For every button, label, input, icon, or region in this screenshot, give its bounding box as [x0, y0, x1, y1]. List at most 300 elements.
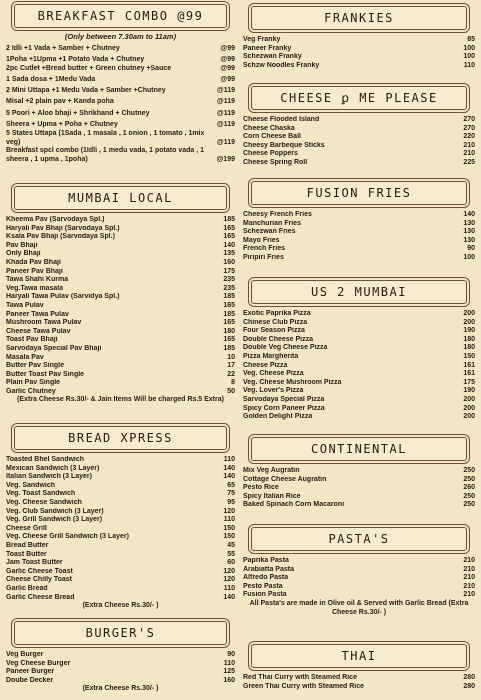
- mumbai-local-section: [6, 186, 235, 405]
- pasta-section: [243, 527, 475, 617]
- menu-list: [243, 116, 475, 168]
- menu-item-price: 17: [227, 362, 235, 370]
- menu-item: [6, 250, 235, 259]
- pasta-header: [251, 527, 467, 551]
- section-title: US 2 MUMBAI: [311, 285, 407, 299]
- menu-item: [243, 501, 475, 510]
- menu-item-name: Garlic Cheese Toast: [6, 567, 73, 575]
- menu-item-name: Jam Toast Butter: [6, 559, 63, 567]
- menu-item-name: Sarvodaya Special Pav Bhaji: [6, 344, 102, 352]
- menu-item: [243, 683, 475, 692]
- menu-item-name: Toast Butter: [6, 550, 47, 558]
- section-title: CHEESE ꝑ ME PLEASE: [280, 91, 438, 105]
- menu-item-price: @99: [220, 65, 235, 73]
- menu-item: [6, 268, 235, 277]
- menu-item-price: 75: [227, 490, 235, 498]
- menu-item: [6, 216, 235, 225]
- menu-item-name: Toasted Bhel Sandwich: [6, 456, 85, 463]
- section-title: FRANKIES: [324, 11, 394, 25]
- menu-item-price: 180: [463, 344, 475, 352]
- menu-item-name: Cheese Pizza: [243, 361, 288, 369]
- frankies-header: [251, 6, 467, 30]
- menu-item-price: 220: [463, 133, 475, 141]
- menu-item: [6, 43, 235, 54]
- menu-item-name: Arabiatta Pasta: [243, 565, 294, 573]
- menu-item: [6, 568, 235, 577]
- menu-item-price: 260: [463, 484, 475, 492]
- burgers-section: [6, 621, 235, 694]
- menu-item-price: 185: [223, 310, 235, 318]
- menu-item-price: 235: [223, 284, 235, 292]
- menu-item-name: Sarvodaya Special Pizza: [243, 395, 325, 403]
- menu-item-name: Kheema Pav (Sarvodaya Spl.): [6, 216, 105, 223]
- menu-item-name: 1 Sada dosa + 1Medu Vada: [6, 76, 96, 83]
- menu-item-name: 2pc Cutlet +Bread butter + Green chutney +Sauce: [6, 65, 172, 73]
- menu-item-price: 65: [227, 481, 235, 489]
- menu-item-price: 165: [223, 336, 235, 344]
- menu-item: [243, 362, 475, 371]
- menu-item-price: 210: [463, 557, 475, 564]
- menu-item-name: 1Poha +1Upma +1 Potato Vada + Chutney: [6, 56, 145, 64]
- menu-item-name: Mix Veg Augratin: [243, 467, 300, 474]
- menu-item-name: Manchurian Fries: [243, 219, 301, 227]
- section-title: MUMBAI LOCAL: [68, 191, 173, 205]
- menu-item: [6, 74, 235, 85]
- menu-item-name: Breakfast spcl combo (1Idli , 1 medu vada, 1 potato vada , 1 sheera , 1 upma , 1poha): [6, 147, 205, 163]
- menu-item-name: Cheese Spring Roll: [243, 158, 308, 166]
- menu-item-price: 250: [463, 501, 475, 509]
- continental-section: [243, 437, 475, 510]
- menu-item: [243, 344, 475, 353]
- mumbai-local-header: [14, 186, 227, 210]
- menu-item-price: 160: [223, 676, 235, 684]
- menu-item-name: Paneer Franky: [243, 44, 292, 52]
- menu-item-price: 60: [227, 559, 235, 567]
- menu-item-name: Garlic Cheese Bread: [6, 593, 75, 601]
- menu-item-price: 45: [227, 541, 235, 549]
- menu-item-price: 250: [463, 492, 475, 500]
- menu-item: [6, 559, 235, 568]
- menu-item-name: Cheesy Barbeque Sticks: [243, 141, 325, 149]
- menu-item-name: Veg. Toast Sandwich: [6, 490, 76, 498]
- menu-item-price: 160: [223, 258, 235, 266]
- menu-item-price: 225: [463, 158, 475, 166]
- menu-item: [6, 677, 235, 686]
- menu-item-name: Corn Cheese Ball: [243, 133, 301, 141]
- menu-item-price: 130: [463, 228, 475, 236]
- section-title: THAI: [341, 649, 377, 663]
- menu-item-name: Veg Cheese Burger: [6, 659, 71, 667]
- menu-item-price: @99: [220, 45, 235, 52]
- menu-item: [243, 566, 475, 575]
- menu-item-price: 55: [227, 550, 235, 558]
- menu-item: [243, 396, 475, 405]
- menu-item: [243, 237, 475, 246]
- menu-item-price: @119: [216, 138, 235, 146]
- menu-item-name: Pav Bhaji: [6, 241, 38, 249]
- menu-item: [243, 405, 475, 414]
- menu-item-name: Cottage Cheese Augratin: [243, 475, 327, 483]
- menu-list: [6, 43, 235, 164]
- breakfast-header: [14, 4, 227, 28]
- menu-item: [243, 319, 475, 328]
- menu-item-price: 150: [463, 352, 475, 360]
- menu-item-price: 165: [223, 233, 235, 241]
- menu-item-name: Cheese Tawa Pulav: [6, 327, 71, 335]
- menu-item-price: 110: [223, 584, 235, 592]
- menu-item-name: Garlic Chutney: [6, 387, 56, 395]
- menu-list: [243, 674, 475, 691]
- menu-item-price: 165: [223, 319, 235, 327]
- menu-item-price: 190: [463, 327, 475, 335]
- menu-item: [243, 379, 475, 388]
- menu-item: [243, 220, 475, 229]
- menu-item-price: 200: [463, 413, 475, 421]
- menu-item: [243, 228, 475, 237]
- menu-item: [243, 245, 475, 254]
- menu-item-name: 2 Idli +1 Vada + Samber + Chutney: [6, 45, 120, 52]
- menu-item-price: 165: [223, 224, 235, 232]
- menu-item-name: Italian Sandwich (3 Layer): [6, 473, 92, 481]
- menu-item-name: Veg. Cheese Mushroom Pizza: [243, 378, 342, 386]
- menu-item-price: 85: [467, 36, 475, 43]
- menu-item-price: 120: [223, 567, 235, 575]
- menu-item-price: 210: [463, 591, 475, 599]
- menu-item: [6, 328, 235, 337]
- menu-item-name: Veg. Lover's Pizza: [243, 387, 304, 395]
- menu-item: [6, 379, 235, 388]
- menu-item-name: Mayo Fries: [243, 236, 280, 244]
- menu-item-price: 180: [463, 335, 475, 343]
- menu-item-price: 180: [223, 327, 235, 335]
- menu-item-name: 2 Mini Uttapa +1 Medu Vada + Samber +Chutney: [6, 87, 166, 95]
- menu-item-price: @119: [216, 87, 235, 95]
- menu-item-price: 100: [463, 253, 475, 261]
- menu-item-name: Cheese Poppers: [243, 150, 298, 158]
- menu-item-price: 210: [463, 150, 475, 158]
- menu-item-price: 175: [463, 378, 475, 386]
- menu-item: [6, 336, 235, 345]
- menu-item-name: Cheese Flooded Island: [243, 116, 320, 123]
- menu-item: [6, 354, 235, 363]
- menu-item-price: 135: [223, 250, 235, 258]
- menu-item-name: Schezwan Franky: [243, 53, 302, 61]
- menu-item-price: 165: [223, 301, 235, 309]
- menu-item: [243, 142, 475, 151]
- menu-item-name: Veg. Cheese Grill Sandwich (3 Layer): [6, 533, 129, 541]
- menu-item-name: Golden Delight Pizza: [243, 413, 313, 421]
- us2-mumbai-header: [251, 280, 467, 304]
- menu-list: [6, 216, 235, 396]
- menu-item: [243, 583, 475, 592]
- menu-item-name: Pizza Margherita: [243, 352, 299, 360]
- menu-item-name: 5 States Uttapa (1Sada , 1 masala , 1 onion , 1 tomato , 1mix veg): [6, 130, 205, 146]
- menu-item: [243, 476, 475, 485]
- menu-item-price: 110: [223, 659, 235, 667]
- menu-item-price: 235: [223, 276, 235, 284]
- menu-item-price: 8: [231, 379, 235, 387]
- menu-item: [6, 54, 235, 65]
- burgers-footer-note: (Extra Cheese Rs.30/- ): [82, 685, 159, 693]
- menu-item: [6, 85, 235, 96]
- menu-item-price: 120: [223, 507, 235, 515]
- menu-item-name: Paneer Burger: [6, 668, 55, 676]
- menu-item: [243, 336, 475, 345]
- menu-item: [6, 508, 235, 517]
- menu-item-name: Veg. Club Sandwich (3 Layer): [6, 507, 104, 515]
- menu-item-name: Haryali Tawa Pulav (Sarvidya Spl.): [6, 293, 120, 301]
- fusion-fries-section: [243, 181, 475, 263]
- menu-list: [243, 211, 475, 263]
- menu-item-price: 280: [463, 682, 475, 690]
- breakfast-timing-note: (Only between 7.30am to 11am): [64, 32, 177, 41]
- menu-item-name: Veg Franky: [243, 36, 281, 43]
- menu-item: [6, 465, 235, 474]
- menu-item-price: 200: [463, 395, 475, 403]
- menu-list: [243, 36, 475, 70]
- menu-item-price: 50: [227, 387, 235, 395]
- menu-item: [6, 490, 235, 499]
- menu-item: [6, 108, 235, 119]
- menu-item: [6, 285, 235, 294]
- menu-item-price: 250: [463, 475, 475, 483]
- menu-item-price: 150: [223, 524, 235, 532]
- menu-item: [6, 542, 235, 551]
- bread-footer-note: (Extra Cheese Rs.30/- ): [82, 602, 159, 610]
- menu-item-name: Garlic Bread: [6, 584, 48, 592]
- menu-item-name: Veg.Tawa masala: [6, 284, 64, 292]
- menu-item-name: Green Thai Curry with Steamed Rice: [243, 682, 364, 690]
- menu-item-price: 95: [227, 498, 235, 506]
- menu-item-name: Red Thai Curry with Steamed Rice: [243, 674, 357, 681]
- menu-item-name: Veg. Grill Sandwich (3 Layer): [6, 516, 103, 524]
- menu-item-price: @119: [216, 109, 235, 117]
- menu-item-name: Paneer Pav Bhaji: [6, 267, 63, 275]
- menu-list: [243, 467, 475, 510]
- menu-item-name: Doube Decker: [6, 676, 54, 684]
- menu-item: [6, 660, 235, 669]
- menu-item-price: 185: [223, 344, 235, 352]
- menu-item-price: 110: [223, 456, 235, 463]
- menu-item-price: 270: [463, 116, 475, 123]
- breakfast-section: [6, 4, 235, 164]
- menu-item-price: 22: [227, 370, 235, 378]
- thai-header: [251, 644, 467, 668]
- menu-item: [6, 371, 235, 380]
- menu-item: [6, 233, 235, 242]
- burgers-header: [14, 621, 227, 645]
- menu-item-name: Exotic Paprika Pizza: [243, 310, 311, 317]
- menu-item-name: 5 Poori + Aloo bhaji + Shrikhand + Chutney: [6, 109, 150, 117]
- menu-item: [243, 62, 475, 71]
- menu-item: [6, 225, 235, 234]
- menu-item-price: 150: [223, 533, 235, 541]
- menu-item: [243, 125, 475, 134]
- menu-item-name: Veg Burger: [6, 651, 44, 658]
- menu-item: [6, 302, 235, 311]
- menu-item-price: 210: [463, 565, 475, 573]
- menu-item: [243, 159, 475, 168]
- menu-item-name: Cheese Chaska: [243, 124, 295, 132]
- menu-item-name: Only Bhaji: [6, 250, 41, 258]
- us2-mumbai-section: [243, 280, 475, 422]
- section-title: BREAKFAST COMBO @99: [37, 9, 204, 23]
- section-title: PASTA'S: [328, 532, 390, 546]
- menu-item: [6, 119, 235, 130]
- menu-item: [243, 674, 475, 683]
- menu-item-name: Butter Toast Pav Single: [6, 370, 85, 378]
- pasta-footer-note: All Pasta's are made in Olive oil & Served with Garlic Bread (Extra Cheese Rs.30/- ): [249, 599, 469, 616]
- menu-item: [6, 293, 235, 302]
- menu-item-name: Butter Pav Single: [6, 362, 64, 370]
- menu-item-price: 140: [223, 593, 235, 601]
- menu-item-price: 140: [463, 211, 475, 218]
- menu-item: [243, 413, 475, 422]
- menu-item-name: Pesto Pasta: [243, 582, 283, 590]
- menu-item-name: Piripiri Fries: [243, 253, 284, 261]
- menu-item: [6, 96, 235, 107]
- menu-list: [243, 310, 475, 422]
- menu-item-price: 161: [463, 370, 475, 378]
- menu-item-name: Double Veg Cheese Pizza: [243, 344, 328, 352]
- menu-item: [6, 668, 235, 677]
- menu-item: [243, 370, 475, 379]
- bread-xpress-header: [14, 426, 227, 450]
- menu-item-price: 140: [223, 464, 235, 472]
- menu-item: [6, 516, 235, 525]
- menu-item: [6, 594, 235, 603]
- menu-item: [243, 484, 475, 493]
- menu-item-price: 190: [463, 387, 475, 395]
- menu-item: [6, 473, 235, 482]
- menu-item: [6, 319, 235, 328]
- menu-item: [6, 311, 235, 320]
- menu-item-name: Double Cheese Pizza: [243, 335, 314, 343]
- menu-item: [243, 327, 475, 336]
- thai-section: [243, 644, 475, 691]
- menu-item-price: 100: [463, 53, 475, 61]
- menu-list: [6, 456, 235, 602]
- menu-item: [6, 651, 235, 660]
- menu-item: [6, 482, 235, 491]
- menu-item: [243, 591, 475, 600]
- menu-item-price: 185: [223, 216, 235, 223]
- menu-item-price: 280: [463, 674, 475, 681]
- menu-item-price: 250: [463, 467, 475, 474]
- menu-item-name: Masala Pav: [6, 353, 44, 361]
- menu-item: [243, 36, 475, 45]
- menu-item-name: Tawa Shahi Kurma: [6, 276, 69, 284]
- menu-item-price: 140: [223, 473, 235, 481]
- menu-item-price: 210: [463, 582, 475, 590]
- frankies-section: [243, 6, 475, 70]
- menu-item-price: 175: [223, 267, 235, 275]
- menu-item-price: 200: [463, 318, 475, 326]
- menu-item: [6, 259, 235, 268]
- menu-item: [243, 353, 475, 362]
- menu-item-price: @99: [220, 56, 235, 64]
- menu-item-price: 130: [463, 219, 475, 227]
- menu-item: [6, 242, 235, 251]
- menu-item-price: 10: [227, 353, 235, 361]
- section-title: BREAD XPRESS: [68, 431, 173, 445]
- section-title: FUSION FRIES: [306, 186, 412, 200]
- menu-item: [243, 45, 475, 54]
- continental-header: [251, 437, 467, 461]
- menu-item: [243, 467, 475, 476]
- menu-item: [243, 133, 475, 142]
- menu-item: [6, 525, 235, 534]
- menu-item: [6, 551, 235, 560]
- menu-item: [6, 65, 235, 74]
- menu-item: [6, 362, 235, 371]
- menu-item: [243, 150, 475, 159]
- menu-item-price: 200: [463, 310, 475, 317]
- menu-item-name: Baked Spinach Corn Macaroni: [243, 501, 345, 509]
- menu-item-price: 200: [463, 404, 475, 412]
- menu-item-price: 120: [223, 576, 235, 584]
- menu-item: [6, 345, 235, 354]
- menu-item: [243, 493, 475, 502]
- menu-item: [243, 53, 475, 62]
- menu-item-price: 130: [463, 236, 475, 244]
- menu-item: [243, 574, 475, 583]
- menu-item: [6, 147, 235, 164]
- menu-item: [243, 211, 475, 220]
- menu-item-name: Mushroom Tawa Pulav: [6, 319, 82, 327]
- menu-item: [6, 585, 235, 594]
- menu-item-price: 110: [463, 61, 475, 69]
- menu-item-name: Spicy Italian Rice: [243, 492, 301, 500]
- menu-item-name: Paneer Tawa Pulav: [6, 310, 69, 318]
- menu-item-name: French Fries: [243, 245, 286, 253]
- menu-item-name: Cheesy French Fries: [243, 211, 312, 218]
- menu-item-name: Cheese Chilly Toast: [6, 576, 73, 584]
- section-title: CONTINENTAL: [311, 442, 407, 456]
- menu-item-name: Pesto Rice: [243, 484, 279, 492]
- menu-item: [243, 387, 475, 396]
- menu-item-name: Plain Pav Single: [6, 379, 61, 387]
- menu-item: [6, 130, 235, 147]
- menu-item-price: 90: [227, 651, 235, 658]
- menu-item-name: Four Season Pizza: [243, 327, 305, 335]
- cheese-header: [251, 86, 467, 110]
- menu-item-name: Cheese Grill: [6, 524, 47, 532]
- menu-item-price: @199: [216, 155, 235, 163]
- menu-item-name: Veg. Sandwich: [6, 481, 56, 489]
- menu-item-name: Fusion Pasta: [243, 591, 287, 599]
- menu-item-name: Toast Pav Bhaji: [6, 336, 58, 344]
- menu-item: [243, 310, 475, 319]
- menu-item-price: 185: [223, 293, 235, 301]
- menu-item: [6, 456, 235, 465]
- menu-item-price: 140: [223, 241, 235, 249]
- menu-item-name: Spicy Corn Paneer Pizza: [243, 404, 325, 412]
- menu-item: [243, 254, 475, 263]
- menu-list: [6, 651, 235, 685]
- menu-item-name: Alfredo Pasta: [243, 574, 289, 582]
- menu-item-name: Veg. Cheese Sandwich: [6, 498, 82, 506]
- menu-item: [6, 576, 235, 585]
- menu-item-price: 110: [223, 516, 235, 524]
- menu-item-price: 210: [463, 141, 475, 149]
- menu-item-price: 90: [467, 245, 475, 253]
- menu-item-name: Bread Butter: [6, 541, 49, 549]
- menu-item-name: Paprika Pasta: [243, 557, 289, 564]
- menu-item-price: 161: [463, 361, 475, 369]
- menu-item-name: Chinese Club Pizza: [243, 318, 308, 326]
- menu-item-name: Sheera + Upma + Poha + Chutney: [6, 120, 118, 128]
